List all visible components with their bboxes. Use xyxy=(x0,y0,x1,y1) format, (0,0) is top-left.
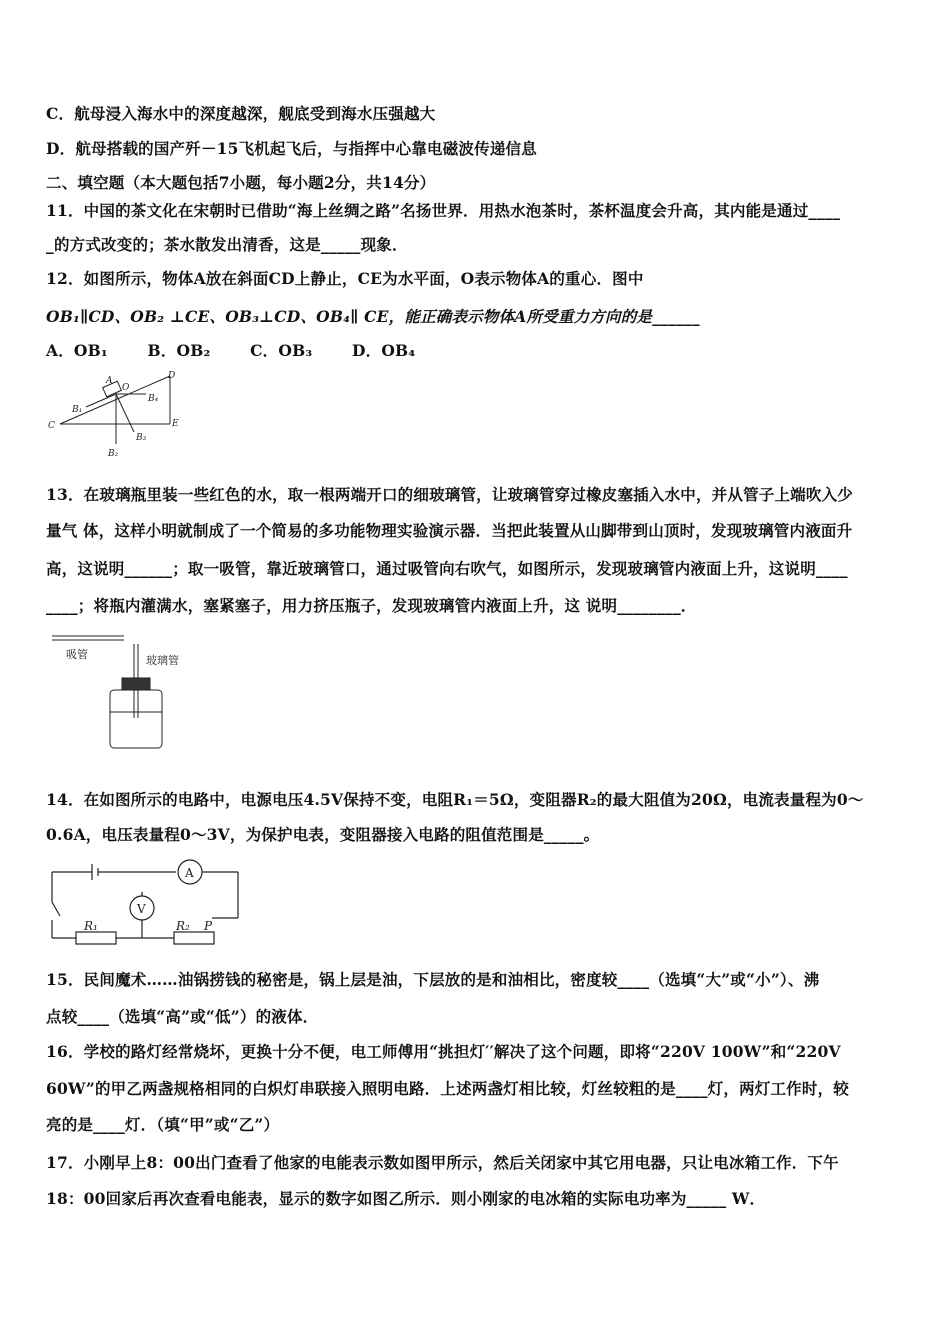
rubber-stopper xyxy=(122,678,150,690)
q11-line2: _的方式改变的；茶水散发出清香，这是_____现象． xyxy=(46,235,408,254)
label-b3: B₃ xyxy=(136,433,147,443)
voltmeter-label: V xyxy=(137,902,146,916)
label-a: A xyxy=(106,376,113,386)
q13-line4: ____；将瓶内灌满水，塞紧塞子，用力挤压瓶子，发现玻璃管内液面上升，这 说明________． xyxy=(46,596,697,615)
glass-bottle xyxy=(110,690,162,748)
q14-line2: 0.6A，电压表量程0～3V，为保护电表，变阻器接入电路的阻值范围是_____。 xyxy=(46,825,600,844)
circuit-figure xyxy=(44,856,244,952)
q16-line1: 16．学校的路灯经常烧坏，更换十分不便，电工师傅用“挑担灯′′解决了这个问题，即将“220V 100W”和“220V xyxy=(46,1042,841,1061)
q17-line2: 18：00回家后再次查看电能表，显示的数字如图乙所示．则小刚家的电冰箱的实际电功率为_____ W． xyxy=(46,1189,766,1208)
q12-option-b: B．OB₂ xyxy=(147,341,211,360)
arrow-ob1 xyxy=(86,394,116,407)
tube-label: 玻璃管 xyxy=(146,654,179,667)
label-b1: B₁ xyxy=(72,405,83,415)
label-d: D xyxy=(168,371,176,381)
label-b4: B₄ xyxy=(148,394,159,404)
ammeter-label: A xyxy=(185,866,194,880)
q15-line2: 点较____（选填“高”或“低”）的液体． xyxy=(46,1007,319,1026)
slider-p-label: P xyxy=(204,919,213,933)
q17-line1: 17．小刚早上8：00出门查看了他家的电能表示数如图甲所示，然后关闭家中其它用电器，只让电冰箱工作．下午 xyxy=(46,1153,839,1172)
r2-label: R₂ xyxy=(176,919,190,933)
label-e: E xyxy=(172,419,179,429)
q13-line3: 高，这说明______；取一吸管，靠近玻璃管口，通过吸管向右吹气，如图所示，发现玻璃管内液面上升，这说明____ xyxy=(46,559,848,578)
q12-line2: OB₁∥CD、OB₂ ⊥CE、OB₃⊥CD、OB₄∥ CE，能正确表示物体A所受重力方向的是______ xyxy=(46,307,700,326)
bottle-figure xyxy=(44,628,204,754)
q15-line1: 15．民间魔术……油锅捞钱的秘密是，锅上层是油，下层放的是和油相比，密度较____（选填“大”或“小”）、沸 xyxy=(46,970,820,989)
label-c: C xyxy=(48,421,55,431)
q16-line2: 60W”的甲乙两盏规格相同的白炽灯串联接入照明电路．上述两盏灯相比较，灯丝较粗的是____灯，两灯工作时，较 xyxy=(46,1079,849,1098)
option-d: D．航母搭载的国产歼－15飞机起飞后，与指挥中心靠电磁波传递信息 xyxy=(46,139,537,158)
q12-option-d: D．OB₄ xyxy=(351,341,416,360)
straw-label: 吸管 xyxy=(66,648,88,661)
q16-line3: 亮的是____灯．（填“甲”或“乙”） xyxy=(46,1115,280,1134)
label-b2: B₂ xyxy=(108,449,119,459)
q14-line1: 14．在如图所示的电路中，电源电压4.5V保持不变，电阻R₁＝5Ω，变阻器R₂的最大阻值为20Ω，电流表量程为0～ xyxy=(46,790,864,809)
incline-figure xyxy=(44,368,194,460)
q13-line1: 13．在玻璃瓶里装一些红色的水，取一根两端开口的细玻璃管，让玻璃管穿过橡皮塞插入水中，并从管子上端吹入少 xyxy=(46,485,853,504)
q11-line1: 11．中国的茶文化在宋朝时已借助“海上丝绸之路”名扬世界．用热水泡茶时，茶杯温度会升高，其内能是通过____ xyxy=(46,201,841,220)
q12-option-c: C．OB₃ xyxy=(250,341,313,360)
q12-options xyxy=(46,339,449,361)
switch xyxy=(52,902,60,916)
r1-label: R₁ xyxy=(84,919,98,933)
q13-line2: 量气 体，这样小明就制成了一个简易的多功能物理实验演示器．当把此装置从山脚带到山顶时，发现玻璃管内液面升 xyxy=(46,521,853,540)
arrow-ob3 xyxy=(116,394,134,432)
q12-line1: 12．如图所示，物体A放在斜面CD上静止，CE为水平面，O表示物体A的重心．图中 xyxy=(46,269,644,288)
label-o: O xyxy=(122,383,130,393)
resistor-r1 xyxy=(76,932,116,944)
section-title: 二、填空题（本大题包括7小题，每小题2分，共14分） xyxy=(46,173,436,192)
q12-option-a: A．OB₁ xyxy=(46,341,108,360)
option-c: C．航母浸入海水中的深度越深，舰底受到海水压强越大 xyxy=(46,104,436,123)
rheostat-r2 xyxy=(174,932,214,944)
